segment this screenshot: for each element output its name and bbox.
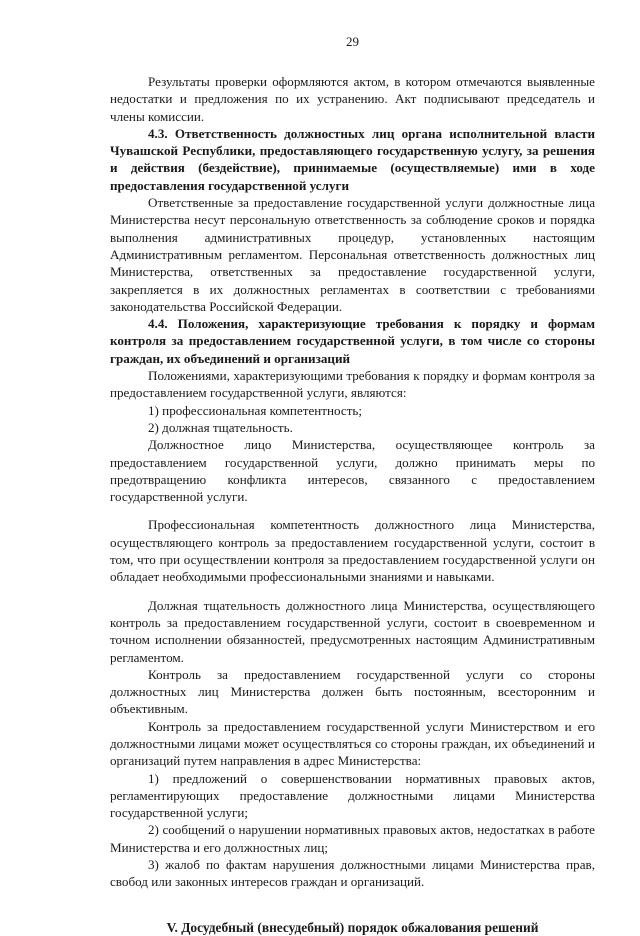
paragraph-official: Должностное лицо Министерства, осуществляющее контроль за предоставлением государственной услуги, должно принимать меры по предотвращению конфликта интересов, связанного с предоставлением государственной услуги.	[110, 437, 595, 505]
paragraph-provisions: Положениями, характеризующими требования к порядку и формам контроля за предоставлением государственной услуги, являются:	[110, 368, 595, 401]
list-item-competence: 1) профессиональная компетентность;	[148, 402, 363, 418]
paragraph-citizens: Контроль за предоставлением государственной услуги Министерством и его должностными лицами может осуществляться со стороны граждан, их объединений и организаций путем направления в адрес Министерства:	[110, 718, 595, 769]
heading-4-3: 4.3. Ответственность должностных лиц органа исполнительной власти Чувашской Республики, предоставляющего государственную услугу, за решения и действия (бездействие), принимаемые (осуществляемые) ими в ходе предоставления государственной услуги	[110, 125, 595, 193]
heading-4-4: 4.4. Положения, характеризующие требования к порядку и формам контроля за предоставлением государственной услуги, в том числе со стороны граждан, их объединений и организаций	[110, 316, 595, 366]
paragraph-diligence: Должная тщательность должностного лица Министерства, осуществляющего контроль за предоставлением государственной услуги, состоит в своевременном и точном исполнении обязанностей, предусмотренных настоящим Административным регламентом.	[110, 597, 595, 665]
section-v-title: V. Досудебный (внесудебный) порядок обжалования решений	[166, 919, 539, 935]
paragraph-competence: Профессиональная компетентность должностного лица Министерства, осуществляющего контроль за предоставлением государственной услуги, состоит в том, что при осуществлении контроля за предоставлением государственной услуги он обладает необходимыми профессиональными знаниями и навыками.	[110, 517, 595, 585]
paragraph-results: Результаты проверки оформляются актом, в котором отмечаются выявленные недостатки и предложения по их устранению. Акт подписывают председатель и члены комиссии.	[110, 74, 595, 124]
paragraph-spacer	[110, 586, 595, 597]
paragraph-control: Контроль за предоставлением государственной услуги со стороны должностных лиц Министерства должен быть постоянным, всесторонним и объективным.	[110, 666, 595, 717]
list-item-reports: 2) сообщений о нарушении нормативных правовых актов, недостатках в работе Министерства и его должностных лиц;	[110, 822, 595, 855]
list-item-proposals: 1) предложений о совершенствовании нормативных правовых актов, регламентирующих предоставление должностными лицами Министерства государственной услуги;	[110, 770, 595, 821]
paragraph-responsible: Ответственные за предоставление государственной услуги должностные лица Министерства несут персональную ответственность за соблюдение сроков и порядка выполнения административных процедур, установленных настоящим Административным регламентом. Персональная ответственность должностных лиц Министерства, ответственных за предоставление государственной услуги, закрепляется в их должностных регламентах в соответствии с требованиями законодательства Российской Федерации.	[110, 195, 595, 314]
list-item-complaints: 3) жалоб по фактам нарушения должностными лицами Министерства прав, свобод или законных интересов граждан и организаций.	[110, 857, 595, 890]
paragraph-spacer	[110, 505, 595, 516]
list-item-diligence: 2) должная тщательность.	[148, 419, 293, 435]
document-body	[110, 73, 595, 891]
page-number: 29	[346, 34, 359, 49]
